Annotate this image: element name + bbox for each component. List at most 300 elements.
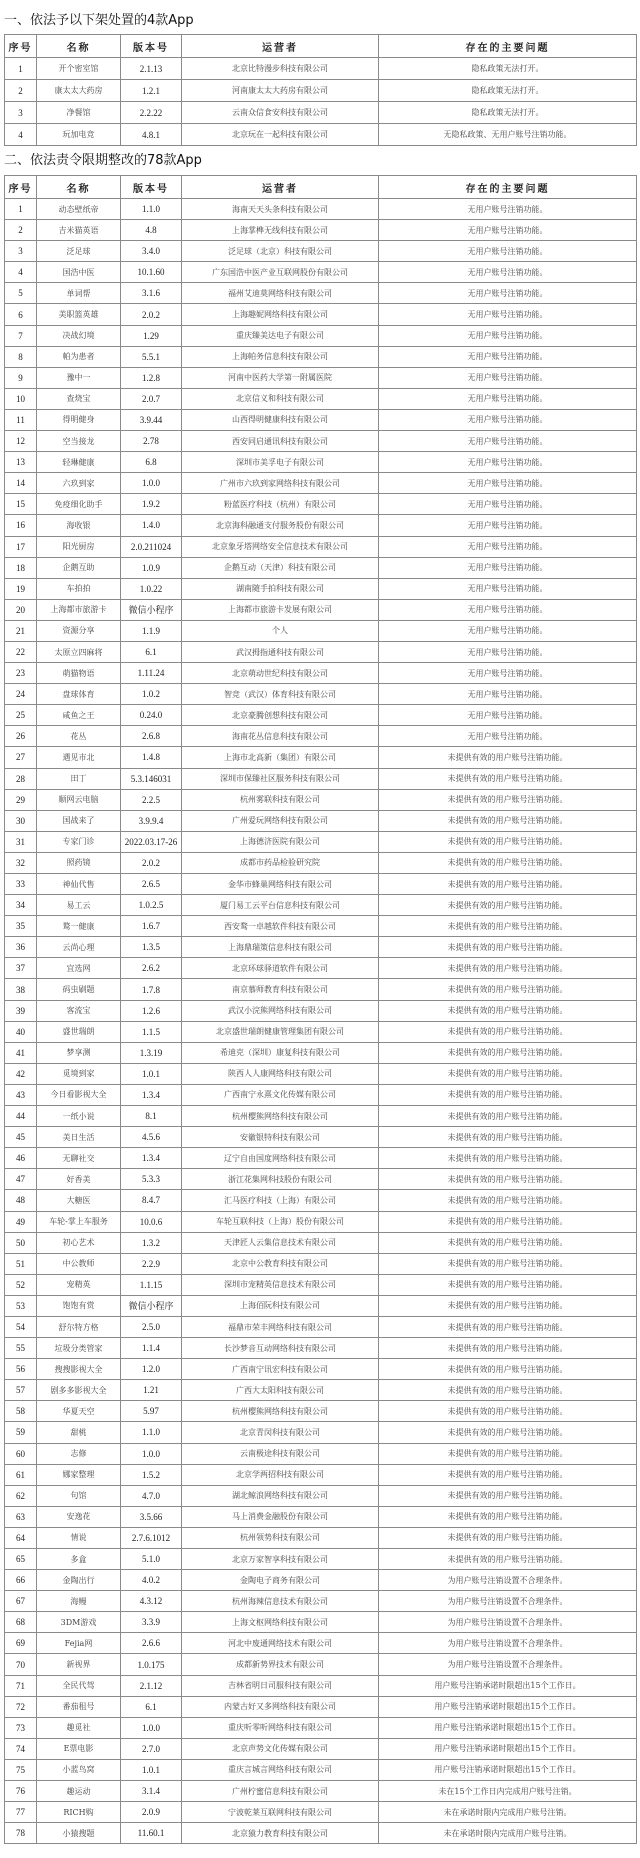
app-name: 康太太大药房 [37, 80, 121, 102]
table-row [5, 852, 637, 873]
app-version: 5.3.3 [121, 1169, 182, 1190]
app-version: 4.8 [121, 220, 182, 241]
app-issue: 未提供有效的用户账号注销功能。 [379, 768, 637, 789]
table-row [5, 473, 637, 494]
app-issue: 无用户账号注销功能。 [379, 388, 637, 409]
app-operator: 深圳市宠精英信息技术有限公司 [182, 1274, 379, 1295]
app-version: 1.3.4 [121, 1148, 182, 1169]
app-operator: 希迪克（深圳）康复科技有限公司 [182, 1042, 379, 1063]
row-number: 11 [5, 409, 37, 430]
app-operator: 南京慕师教育科技有限公司 [182, 979, 379, 1000]
row-number: 29 [5, 789, 37, 810]
app-version: 2.5.0 [121, 1316, 182, 1337]
app-issue: 用户账号注销承诺时限超出15个工作日。 [379, 1759, 637, 1780]
app-operator: 广州柠蜜信息科技有限公司 [182, 1781, 379, 1802]
table-row [5, 1506, 637, 1527]
app-operator: 广西南宁永熹文化传媒有限公司 [182, 1084, 379, 1105]
app-operator: 北京声势文化传媒有限公司 [182, 1738, 379, 1759]
app-name: 甜桃 [37, 1422, 121, 1443]
row-number: 13 [5, 452, 37, 473]
app-issue: 隐私政策无法打开。 [379, 80, 637, 102]
table-row [5, 1654, 637, 1675]
app-issue: 无用户账号注销功能。 [379, 473, 637, 494]
app-version: 4.5.6 [121, 1127, 182, 1148]
app-version: 2.6.2 [121, 958, 182, 979]
app-version: 2.1.12 [121, 1675, 182, 1696]
row-number: 26 [5, 726, 37, 747]
app-version: 2.0.2 [121, 852, 182, 873]
table-row [5, 1169, 637, 1190]
app-version: 1.0.9 [121, 557, 182, 578]
app-version: 3.3.9 [121, 1612, 182, 1633]
app-version: 3.4.0 [121, 241, 182, 262]
table-row [5, 874, 637, 895]
app-name: 咸鱼之王 [37, 705, 121, 726]
app-issue: 无用户账号注销功能。 [379, 346, 637, 367]
app-operator: 湖北鲸浪网络科技有限公司 [182, 1485, 379, 1506]
app-issue: 未提供有效的用户账号注销功能。 [379, 1295, 637, 1316]
app-name: 单词帮 [37, 283, 121, 304]
app-issue: 未提供有效的用户账号注销功能。 [379, 1253, 637, 1274]
app-operator: 北京环球驿道软件有限公司 [182, 958, 379, 979]
app-name: 花丛 [37, 726, 121, 747]
app-operator: 武汉小浣熊网络科技有限公司 [182, 1000, 379, 1021]
app-issue: 无用户账号注销功能。 [379, 663, 637, 684]
table-row [5, 1527, 637, 1548]
row-number: 74 [5, 1738, 37, 1759]
app-issue: 未提供有效的用户账号注销功能。 [379, 1000, 637, 1021]
app-name: 得明健身 [37, 409, 121, 430]
app-operator: 北京青闵科技有限公司 [182, 1422, 379, 1443]
row-number: 75 [5, 1759, 37, 1780]
table-row [5, 102, 637, 124]
row-number: 47 [5, 1169, 37, 1190]
app-name: 吉米猫英语 [37, 220, 121, 241]
app-issue: 未提供有效的用户账号注销功能。 [379, 789, 637, 810]
app-operator: 杭州海辣信息技术有限公司 [182, 1591, 379, 1612]
app-issue: 未提供有效的用户账号注销功能。 [379, 1549, 637, 1570]
app-operator: 北京豪腾创想科技有限公司 [182, 705, 379, 726]
app-version: 1.1.4 [121, 1338, 182, 1359]
table-row [5, 1274, 637, 1295]
app-name: 番茄租号 [37, 1696, 121, 1717]
row-number: 36 [5, 937, 37, 958]
app-issue: 未提供有效的用户账号注销功能。 [379, 895, 637, 916]
app-operator: 安徽银特科技有限公司 [182, 1127, 379, 1148]
row-number: 5 [5, 283, 37, 304]
app-operator: 吉林省明日司服科技有限公司 [182, 1675, 379, 1696]
row-number: 39 [5, 1000, 37, 1021]
row-number: 69 [5, 1633, 37, 1654]
row-number: 59 [5, 1422, 37, 1443]
app-version: 1.2.0 [121, 1359, 182, 1380]
app-operator: 汇马医疗科技（上海）有限公司 [182, 1190, 379, 1211]
app-name: 六玖到家 [37, 473, 121, 494]
app-issue: 无用户账号注销功能。 [379, 409, 637, 430]
app-name: 照药镜 [37, 852, 121, 873]
app-issue: 未提供有效的用户账号注销功能。 [379, 1422, 637, 1443]
app-version: 1.6.7 [121, 916, 182, 937]
table-row [5, 409, 637, 430]
app-name: 金陶出行 [37, 1570, 121, 1591]
app-operator: 北京学两招科技有限公司 [182, 1464, 379, 1485]
app-issue: 未提供有效的用户账号注销功能。 [379, 831, 637, 852]
app-operator: 重庆言城言网络科技有限公司 [182, 1759, 379, 1780]
app-operator: 企鹅互动（天津）科技有限公司 [182, 557, 379, 578]
app-name: 动态壁纸帝 [37, 199, 121, 220]
row-number: 4 [5, 262, 37, 283]
app-version: 5.1.0 [121, 1549, 182, 1570]
row-number: 72 [5, 1696, 37, 1717]
table-row [5, 199, 637, 220]
header-version: 版本号 [121, 176, 182, 199]
table-row [5, 1359, 637, 1380]
table-row [5, 663, 637, 684]
app-operator: 宁波乾莱互联网科技有限公司 [182, 1802, 379, 1823]
app-name: 车拍拍 [37, 578, 121, 599]
row-number: 18 [5, 557, 37, 578]
app-operator: 广东国浩中医产业互联网股份有限公司 [182, 262, 379, 283]
app-operator: 武汉拇指通科技有限公司 [182, 641, 379, 662]
row-number: 66 [5, 1570, 37, 1591]
app-operator: 云南众信食安科技有限公司 [182, 102, 379, 124]
table-row [5, 304, 637, 325]
app-issue: 隐私政策无法打开。 [379, 102, 637, 124]
app-name: 搜搜影视大全 [37, 1359, 121, 1380]
table-row [5, 367, 637, 388]
app-issue: 未提供有效的用户账号注销功能。 [379, 810, 637, 831]
app-issue: 未提供有效的用户账号注销功能。 [379, 1359, 637, 1380]
app-name: 净餐馆 [37, 102, 121, 124]
row-number: 3 [5, 241, 37, 262]
app-operator: 海南天天头条科技有限公司 [182, 199, 379, 220]
app-issue: 无用户账号注销功能。 [379, 262, 637, 283]
app-version: 1.29 [121, 325, 182, 346]
app-version: 8.4.7 [121, 1190, 182, 1211]
table-row [5, 1148, 637, 1169]
app-operator: 湖南随手拍科技有限公司 [182, 578, 379, 599]
table-row [5, 1549, 637, 1570]
app-issue: 未提供有效的用户账号注销功能。 [379, 1127, 637, 1148]
row-number: 42 [5, 1063, 37, 1084]
app-operator: 河北中废通网络技术有限公司 [182, 1633, 379, 1654]
app-operator: 重庆臻美达电子有限公司 [182, 325, 379, 346]
table-row [5, 641, 637, 662]
app-issue: 无用户账号注销功能。 [379, 283, 637, 304]
row-number: 70 [5, 1654, 37, 1675]
app-version: 1.1.0 [121, 1422, 182, 1443]
app-operator: 上海文枢网络科技有限公司 [182, 1612, 379, 1633]
table-row [5, 1253, 637, 1274]
app-version: 2.1.13 [121, 58, 182, 80]
app-name: 空当接龙 [37, 431, 121, 452]
app-issue: 无用户账号注销功能。 [379, 325, 637, 346]
app-operator: 北京比特漫步科技有限公司 [182, 58, 379, 80]
app-version: 4.7.0 [121, 1485, 182, 1506]
table-row [5, 1295, 637, 1316]
row-number: 54 [5, 1316, 37, 1337]
app-name: 码虫刷题 [37, 979, 121, 1000]
app-issue: 无用户账号注销功能。 [379, 494, 637, 515]
app-operator: 北京中公教育科技有限公司 [182, 1253, 379, 1274]
app-issue: 未提供有效的用户账号注销功能。 [379, 1042, 637, 1063]
table-row [5, 1401, 637, 1422]
row-number: 22 [5, 641, 37, 662]
table-row [5, 1633, 637, 1654]
app-operator: 北京盛世瑞朗健康管理集团有限公司 [182, 1021, 379, 1042]
app-name: 新视界 [37, 1654, 121, 1675]
app-operator: 河南康太太大药房有限公司 [182, 80, 379, 102]
table-row [5, 1316, 637, 1337]
table-row [5, 1338, 637, 1359]
app-issue: 未提供有效的用户账号注销功能。 [379, 874, 637, 895]
row-number: 2 [5, 220, 37, 241]
app-version: 1.0.0 [121, 1717, 182, 1738]
app-operator: 北京万家智享科技有限公司 [182, 1549, 379, 1570]
app-name: 车轮-掌上车服务 [37, 1211, 121, 1232]
row-number: 62 [5, 1485, 37, 1506]
row-number: 44 [5, 1106, 37, 1127]
app-issue: 未提供有效的用户账号注销功能。 [379, 1338, 637, 1359]
app-name: 帕为患者 [37, 346, 121, 367]
row-number: 57 [5, 1380, 37, 1401]
app-name: 娜家整理 [37, 1464, 121, 1485]
row-number: 7 [5, 325, 37, 346]
app-version: 1.9.2 [121, 494, 182, 515]
table-row [5, 620, 637, 641]
table-row [5, 1781, 637, 1802]
table-row [5, 1106, 637, 1127]
row-number: 77 [5, 1802, 37, 1823]
app-issue: 为用户账号注销设置不合理条件。 [379, 1654, 637, 1675]
app-version: 1.3.2 [121, 1232, 182, 1253]
app-operator: 北京象牙塔网络安全信息技术有限公司 [182, 536, 379, 557]
app-operator: 广西南宁讯宏科技有限公司 [182, 1359, 379, 1380]
app-operator: 上海市北高新（集团）有限公司 [182, 747, 379, 768]
app-name: 小猿搜题 [37, 1823, 121, 1844]
row-number: 1 [5, 58, 37, 80]
app-name: E票电影 [37, 1738, 121, 1759]
app-version: 1.11.24 [121, 663, 182, 684]
app-name: 阳光厨房 [37, 536, 121, 557]
app-version: 2.0.211024 [121, 536, 182, 557]
row-number: 8 [5, 346, 37, 367]
app-issue: 未提供有效的用户账号注销功能。 [379, 937, 637, 958]
app-version: 2.78 [121, 431, 182, 452]
table-row [5, 895, 637, 916]
table-row [5, 494, 637, 515]
app-version: 1.3.5 [121, 937, 182, 958]
app-issue: 未提供有效的用户账号注销功能。 [379, 1232, 637, 1253]
app-version: 微信小程序 [121, 1295, 182, 1316]
app-name: 宠精英 [37, 1274, 121, 1295]
app-name: 上海都市旅游卡 [37, 599, 121, 620]
app-name: RICH购 [37, 1802, 121, 1823]
app-name: 趣觅社 [37, 1717, 121, 1738]
app-version: 1.1.5 [121, 1021, 182, 1042]
app-issue: 无用户账号注销功能。 [379, 599, 637, 620]
table-row [5, 1696, 637, 1717]
app-name: 开个密室馆 [37, 58, 121, 80]
app-version: 1.0.2 [121, 684, 182, 705]
table-header-row [5, 35, 637, 58]
table-row [5, 599, 637, 620]
app-version: 5.5.1 [121, 346, 182, 367]
row-number: 28 [5, 768, 37, 789]
app-issue: 未提供有效的用户账号注销功能。 [379, 1380, 637, 1401]
app-issue: 未提供有效的用户账号注销功能。 [379, 852, 637, 873]
app-version: 2.2.22 [121, 102, 182, 124]
app-version: 2.0.7 [121, 388, 182, 409]
app-name: 中公教师 [37, 1253, 121, 1274]
app-name: 鹜一健康 [37, 916, 121, 937]
table-row [5, 1211, 637, 1232]
app-version: 1.0.22 [121, 578, 182, 599]
app-version: 5.3.146031 [121, 768, 182, 789]
app-operator: 粉蓝医疗科技（杭州）有限公司 [182, 494, 379, 515]
app-name: 无聊社交 [37, 1148, 121, 1169]
app-name: 太原立四麻将 [37, 641, 121, 662]
row-number: 4 [5, 124, 37, 146]
row-number: 15 [5, 494, 37, 515]
app-issue: 无用户账号注销功能。 [379, 726, 637, 747]
table-row [5, 789, 637, 810]
row-number: 14 [5, 473, 37, 494]
app-operator: 西安鹜一卓越软件科技有限公司 [182, 916, 379, 937]
removed-apps-table [4, 34, 637, 146]
table-row [5, 726, 637, 747]
app-name: 云尚心理 [37, 937, 121, 958]
app-name: 田丁 [37, 768, 121, 789]
app-version: 1.3.4 [121, 1084, 182, 1105]
row-number: 17 [5, 536, 37, 557]
row-number: 35 [5, 916, 37, 937]
table-row [5, 958, 637, 979]
app-operator: 上海帕务信息科技有限公司 [182, 346, 379, 367]
app-version: 2.2.9 [121, 1253, 182, 1274]
table-row [5, 1485, 637, 1506]
app-issue: 未提供有效的用户账号注销功能。 [379, 1084, 637, 1105]
app-operator: 福州艾迪莫网络科技有限公司 [182, 283, 379, 304]
app-version: 3.9.9.4 [121, 810, 182, 831]
app-version: 4.3.12 [121, 1591, 182, 1612]
section-2-title: 二、依法责令限期整改的78款App [4, 153, 202, 168]
app-version: 1.4.0 [121, 515, 182, 536]
table-row [5, 831, 637, 852]
app-operator: 成都市药品检验研究院 [182, 852, 379, 873]
app-name: 国浩中医 [37, 262, 121, 283]
app-issue: 无用户账号注销功能。 [379, 536, 637, 557]
app-issue: 无用户账号注销功能。 [379, 578, 637, 599]
app-issue: 未提供有效的用户账号注销功能。 [379, 1106, 637, 1127]
app-version: 3.5.66 [121, 1506, 182, 1527]
table-row [5, 431, 637, 452]
row-number: 50 [5, 1232, 37, 1253]
row-number: 55 [5, 1338, 37, 1359]
app-issue: 未提供有效的用户账号注销功能。 [379, 1401, 637, 1422]
row-number: 60 [5, 1443, 37, 1464]
app-issue: 用户账号注销承诺时限超出15个工作日。 [379, 1696, 637, 1717]
row-number: 56 [5, 1359, 37, 1380]
app-version: 1.3.19 [121, 1042, 182, 1063]
rectification-apps-table [4, 175, 637, 1844]
app-operator: 浙江花集网科技股份有限公司 [182, 1169, 379, 1190]
app-operator: 金陶电子商务有限公司 [182, 1570, 379, 1591]
app-operator: 上海佰阮科技有限公司 [182, 1295, 379, 1316]
row-number: 32 [5, 852, 37, 873]
table-row [5, 1042, 637, 1063]
app-name: 萌猫物语 [37, 663, 121, 684]
app-issue: 未提供有效的用户账号注销功能。 [379, 1021, 637, 1042]
table-row [5, 747, 637, 768]
header-issue: 存在的主要问题 [379, 176, 637, 199]
app-version: 6.8 [121, 452, 182, 473]
table-row [5, 768, 637, 789]
row-number: 67 [5, 1591, 37, 1612]
table-row [5, 1759, 637, 1780]
app-version: 1.2.1 [121, 80, 182, 102]
table-row [5, 1717, 637, 1738]
app-version: 2.0.2 [121, 304, 182, 325]
app-name: 句馆 [37, 1485, 121, 1506]
app-version: 1.4.8 [121, 747, 182, 768]
app-issue: 用户账号注销承诺时限超出15个工作日。 [379, 1738, 637, 1759]
app-operator: 上海鼎瑞策信息科技有限公司 [182, 937, 379, 958]
row-number: 46 [5, 1148, 37, 1169]
app-issue: 无用户账号注销功能。 [379, 241, 637, 262]
row-number: 76 [5, 1781, 37, 1802]
app-issue: 未提供有效的用户账号注销功能。 [379, 1148, 637, 1169]
app-issue: 无用户账号注销功能。 [379, 304, 637, 325]
app-issue: 未提供有效的用户账号注销功能。 [379, 958, 637, 979]
app-name: Fejia网 [37, 1633, 121, 1654]
app-issue: 为用户账号注销设置不合理条件。 [379, 1591, 637, 1612]
table-row [5, 937, 637, 958]
app-operator: 北京猿力教育科技有限公司 [182, 1823, 379, 1844]
app-name: 觅境到家 [37, 1063, 121, 1084]
row-number: 37 [5, 958, 37, 979]
table-row [5, 1464, 637, 1485]
app-name: 今日看影视大全 [37, 1084, 121, 1105]
app-issue: 未提供有效的用户账号注销功能。 [379, 1443, 637, 1464]
table-row [5, 124, 637, 146]
row-number: 24 [5, 684, 37, 705]
app-name: 资源分享 [37, 620, 121, 641]
app-version: 1.1.9 [121, 620, 182, 641]
app-operator: 广西大太阳科技有限公司 [182, 1380, 379, 1401]
app-version: 5.97 [121, 1401, 182, 1422]
app-name: 轻琳健康 [37, 452, 121, 473]
app-name: 一纸小说 [37, 1106, 121, 1127]
header-no: 序号 [5, 35, 37, 58]
app-operator: 成都新势界技术有限公司 [182, 1654, 379, 1675]
table-row [5, 705, 637, 726]
row-number: 48 [5, 1190, 37, 1211]
app-name: 美职篮英雄 [37, 304, 121, 325]
app-operator: 杭州领势科技有限公司 [182, 1527, 379, 1548]
table-row [5, 810, 637, 831]
table-row [5, 1422, 637, 1443]
app-version: 1.0.2.5 [121, 895, 182, 916]
app-issue: 无隐私政策、无用户账号注销功能。 [379, 124, 637, 146]
app-operator: 上海德济医院有限公司 [182, 831, 379, 852]
app-version: 6.1 [121, 1696, 182, 1717]
row-number: 12 [5, 431, 37, 452]
app-version: 1.5.2 [121, 1464, 182, 1485]
app-name: 顺网云电脑 [37, 789, 121, 810]
table-row [5, 1802, 637, 1823]
app-name: 华夏天空 [37, 1401, 121, 1422]
